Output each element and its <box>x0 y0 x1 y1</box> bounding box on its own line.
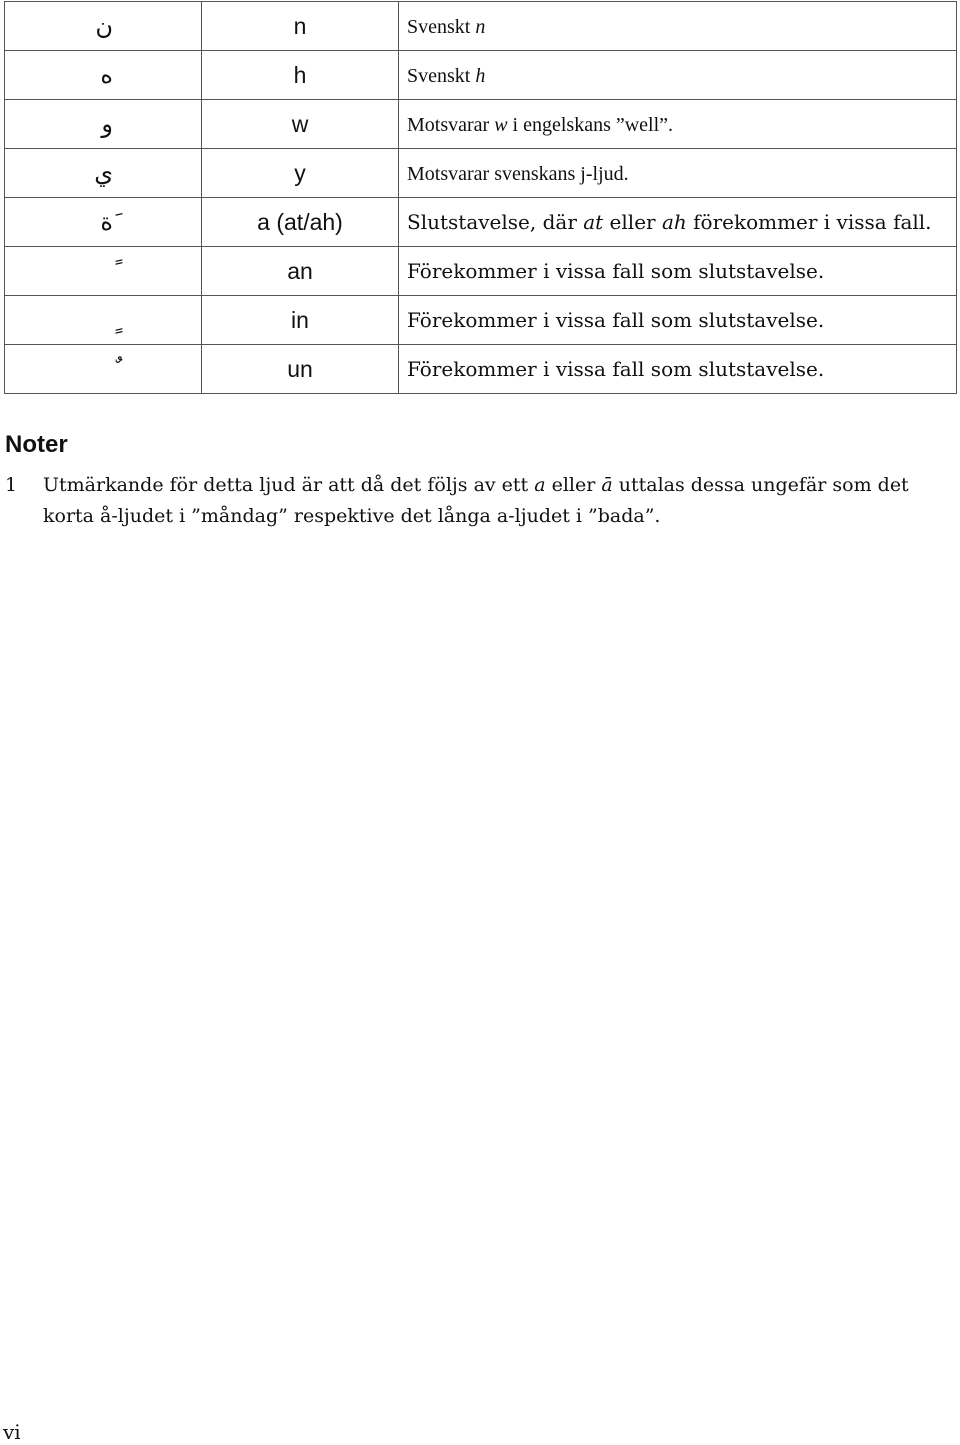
description <box>399 2 957 51</box>
description-text: Förekommer i vissa fall som slutstavelse. <box>407 308 825 332</box>
description-emphasis: h <box>475 64 486 87</box>
description-text: Motsvarar <box>407 113 495 136</box>
table-row <box>5 149 957 198</box>
arabic-letter: َة <box>5 198 202 247</box>
footnote-number: 1 <box>5 474 18 496</box>
footnote-text <box>43 470 935 532</box>
table-row <box>5 296 957 345</box>
footnote-emphasis: ā <box>601 474 613 496</box>
description-text: Slutstavelse, där <box>407 210 584 234</box>
description-text: Svenskt <box>407 64 476 87</box>
arabic-letter <box>5 345 202 394</box>
table-row <box>5 247 957 296</box>
table-row <box>5 51 957 100</box>
transliteration: y <box>202 149 399 198</box>
description <box>399 247 957 296</box>
arabic-letter: ي <box>5 149 202 198</box>
description-emphasis: w <box>494 113 508 136</box>
transliteration: a (at/ah) <box>202 198 399 247</box>
transliteration-table <box>4 1 957 394</box>
arabic-letter: ه <box>5 51 202 100</box>
table-row <box>5 345 957 394</box>
description <box>399 296 957 345</box>
page-number: vi <box>3 1420 21 1444</box>
transliteration: un <box>202 345 399 394</box>
description-text: eller <box>603 210 662 234</box>
arabic-letter <box>5 296 202 345</box>
notes-heading: Noter <box>5 431 68 458</box>
description-emphasis: ah <box>661 210 687 234</box>
description-text: Förekommer i vissa fall som slutstavelse. <box>407 259 825 283</box>
description <box>399 345 957 394</box>
arabic-letter <box>5 247 202 296</box>
footnote-text-part: Utmärkande för detta ljud är att då det följs av ett <box>43 474 535 496</box>
footnote <box>5 470 935 532</box>
transliteration: an <box>202 247 399 296</box>
transliteration: n <box>202 2 399 51</box>
transliteration: h <box>202 51 399 100</box>
description-emphasis: n <box>475 15 486 38</box>
description-text: förekommer i vissa fall. <box>686 210 932 234</box>
footnote-emphasis: a <box>534 474 546 496</box>
footnote-text-part: eller <box>545 474 602 496</box>
description <box>399 198 957 247</box>
description <box>399 149 957 198</box>
description-text: Motsvarar svenskans j-ljud. <box>407 162 629 185</box>
description-text: i engelskans ”well”. <box>507 113 674 136</box>
description <box>399 51 957 100</box>
table-row <box>5 198 957 247</box>
transliteration: w <box>202 100 399 149</box>
description <box>399 100 957 149</box>
description-emphasis: at <box>583 210 604 234</box>
description-text: Svenskt <box>407 15 476 38</box>
arabic-letter: ن <box>5 2 202 51</box>
table-row <box>5 100 957 149</box>
footnote-text-part: uttalas dessa ungefär som det korta å-ljudet i ”måndag” respektive det långa a-ljudet i ”bada”. <box>43 474 909 527</box>
description-text: Förekommer i vissa fall som slutstavelse. <box>407 357 825 381</box>
transliteration: in <box>202 296 399 345</box>
table-row <box>5 2 957 51</box>
arabic-letter: و <box>5 100 202 149</box>
